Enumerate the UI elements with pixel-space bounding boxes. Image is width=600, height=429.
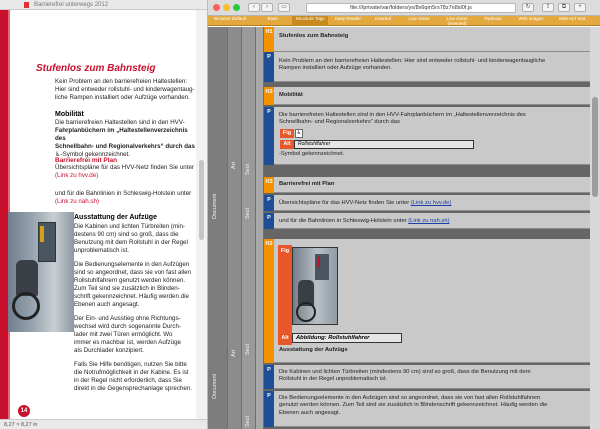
bookmarks-bar — [208, 16, 600, 26]
sect-label: Sect — [245, 343, 251, 355]
bullet-line: als Durchlader konzipiert. — [74, 347, 144, 354]
pdf-viewer — [0, 0, 208, 429]
section-column — [256, 27, 264, 429]
tag-fig: Fig — [280, 129, 294, 138]
pdf-window-title: Barrierefrei unterwegs 2012 — [34, 2, 109, 8]
h3-block-elevator — [274, 239, 600, 363]
pdf-statusbar — [0, 419, 208, 429]
pdf-bullet — [74, 261, 196, 309]
tag-p: P — [264, 213, 274, 229]
paragraph-line: Ebenen auch angesagt. — [279, 409, 341, 416]
bullet-line: wechsel wird durch sogenannte Durch- — [74, 323, 181, 330]
paragraph-line: Die Kabinen und lichten Türbreiten (mindestens 90 cm) sind so groß, dass die Benutzung mit dem — [279, 369, 531, 375]
tag-p: P — [264, 365, 274, 389]
bullet-line: destens 90 cm) sind so groß, dass die — [74, 231, 179, 238]
document-column — [208, 27, 228, 429]
pdf-bullets — [74, 223, 196, 393]
alt-text-small: Rollstuhlfahrer — [294, 140, 474, 149]
paragraph-line: Die barrierefreien Haltestellen sind in den HVV-Fahrplanbüchern im „Haltestellenverzeichnis des — [279, 112, 526, 118]
tag-p: P — [264, 52, 274, 82]
tag-p: P — [264, 107, 274, 165]
bullet-line: sind so angeordnet, dass sie von fast allen — [74, 269, 191, 276]
close-window-icon[interactable] — [213, 4, 220, 11]
h1-block — [274, 27, 600, 52]
paragraph-elev2 — [279, 395, 547, 417]
heading-elevator: Ausstattung der Aufzüge — [279, 347, 348, 353]
elevator-panel — [317, 257, 320, 267]
pdf-elevator-heading: Ausstattung der Aufzüge — [74, 214, 157, 221]
pdf-plan-heading: Barrierefrei mit Plan — [55, 157, 118, 164]
sect-label: Sect — [245, 415, 251, 427]
paragraph-mobility — [279, 112, 526, 127]
minimize-window-icon[interactable] — [223, 4, 230, 11]
pdf-intro-line: liche Rampen installiert oder Aufzüge vorhanden. — [55, 94, 190, 101]
alt-text-figure: Abbildung: Rollstuhlfahrer — [292, 333, 402, 343]
sect-column — [242, 27, 256, 429]
wheelchair-icon — [296, 302, 316, 322]
elevator-panel — [40, 226, 44, 242]
browser-scroll-thumb[interactable] — [592, 97, 598, 197]
bookmark-basic[interactable]: Basic — [267, 16, 279, 21]
tag-p: P — [264, 391, 274, 427]
pdf-page-title: Stufenlos zum Bahnsteig — [36, 63, 156, 74]
sect-label: Sect — [245, 207, 251, 219]
sect-label: Sect — [245, 163, 251, 175]
bookmark-web-images[interactable]: Web images — [518, 16, 544, 21]
tag-h1: H1 — [264, 27, 274, 52]
bullet-line: Rollstuhlfahrern genutzt werden können. — [74, 277, 186, 284]
tag-alt: Alt — [278, 333, 292, 343]
paragraph-sh — [279, 218, 449, 225]
paragraph-block-mobility — [274, 107, 600, 165]
pdf-intro-line: Kein Problem an den barrierefreien Haltestellen: — [55, 78, 188, 85]
pdf-page-number: 14 — [18, 405, 30, 417]
browser-window — [208, 0, 600, 429]
zoom-window-icon[interactable] — [233, 4, 240, 11]
bookmark-structure-tags[interactable]: Structure Tags — [292, 16, 328, 26]
paragraph-line: Rollstuhl in der Regel unproblematisch ist. — [279, 376, 388, 383]
paragraph-block — [274, 52, 600, 82]
pdf-link-hvv[interactable]: (Link zu hvv.de) — [55, 172, 99, 179]
pdf-bullet — [74, 223, 196, 255]
new-tab-icon[interactable]: + — [574, 3, 586, 12]
bullet-line: Zum Teil sind sie zusätzlich in Blinden- — [74, 285, 180, 292]
wheelchair-symbol-icon: ♿ — [296, 130, 302, 136]
wheelchair-icon — [12, 292, 40, 320]
paragraph-block-plan — [274, 195, 600, 211]
pdf-mobility-heading: Mobilität — [55, 111, 84, 118]
paragraph-line: Kein Problem an den barrierefreien Haltestellen: Hier sind entweder rollstuhl- und kinderwagentaugliche — [279, 58, 546, 64]
bullet-line: Die Bedienungselemente in den Aufzügen — [74, 261, 190, 268]
bookmark-web-alt-text[interactable]: Web ALT text — [558, 16, 586, 21]
art-label: Art — [231, 349, 237, 357]
pdf-scroll-thumb[interactable] — [199, 160, 204, 240]
link-hvv[interactable]: (Link zu hvv.de) — [410, 200, 452, 206]
figure-elevator-photo — [292, 247, 338, 325]
h3-block-plan — [274, 177, 600, 193]
tag-p: P — [264, 195, 274, 211]
pdf-mobility-text — [55, 119, 195, 159]
pdf-page-size: 8,27 × 8,27 in — [4, 422, 38, 428]
bookmark-browser-default[interactable]: Browser Default — [213, 16, 246, 21]
bookmark-low-vision-inverted[interactable]: Low vision (inverted) — [446, 16, 468, 26]
bookmark-easy-reader[interactable]: Easy Reader — [334, 16, 361, 21]
symbol-text: -Symbol gekennzeichnet. — [279, 151, 345, 157]
bullet-line: direkt in die Gegensprechanlage sprechen. — [74, 385, 192, 392]
paragraph-line: genutzt werden können. Zum Teil sind sie zusätzlich in Blindenschrift gekennzeichnet. Häufig werden die — [279, 402, 548, 409]
bookmark-inverted[interactable]: Inverted — [374, 16, 392, 21]
tag-h3: H3 — [264, 87, 274, 105]
link-nah[interactable]: (Link zu nah.sh) — [408, 218, 450, 224]
bullet-line: Der Ein- und Ausstieg ohne Richtungs- — [74, 315, 181, 322]
pdf-sh-line: und für die Bahnlinien in Schleswig-Holstein unter — [55, 190, 192, 197]
address-bar[interactable]: file:///private/var/folders/ys/8x6qm5rs78z7n8sl0f.js — [306, 3, 516, 13]
browser-scrollbar[interactable] — [590, 27, 600, 429]
back-icon[interactable]: ‹ — [248, 3, 260, 12]
pdf-intro — [55, 78, 195, 102]
document-label: Document — [212, 193, 218, 219]
bullet-line: die Notrufmöglichkeit in der Kabine. Es ist — [74, 369, 189, 376]
paragraph-block-elev2 — [274, 391, 600, 427]
paragraph-block-elev1 — [274, 365, 600, 389]
bullet-line: immer es machbar ist, werden Aufzüge — [74, 339, 181, 346]
tabs-icon[interactable]: ⧉ — [558, 3, 570, 12]
sidebar-icon[interactable]: ▭ — [278, 3, 290, 12]
pdf-link-nah[interactable]: (Link zu nah.sh) — [55, 198, 100, 205]
paragraph-plan — [279, 200, 451, 207]
pdf-mobility-line: Die barrierefreien Haltestellen sind in den HVV- — [55, 119, 185, 126]
pdf-scrollbar[interactable] — [196, 10, 208, 419]
pdf-document-icon — [24, 2, 29, 8]
pdf-plan-line: Übersichtspläne für das HVV-Netz finden Sie unter — [55, 164, 194, 171]
pdf-window-titlebar — [0, 0, 208, 10]
paragraph-line: Schnellbahn- und Regionalverkehrs“ durch das — [279, 119, 400, 126]
bullet-line: Die Kabinen und lichten Türbreiten (min- — [74, 223, 185, 230]
heading-plan: Barrierefrei mit Plan — [279, 181, 335, 187]
tag-alt: Alt — [280, 140, 294, 149]
page-heading: Stufenlos zum Bahnsteig — [279, 33, 349, 39]
pdf-mobility-line: Schnellbahn- und Regionalverkehrs“ durch das — [55, 143, 195, 150]
share-icon[interactable]: ⇪ — [542, 3, 554, 12]
tag-fig: Fig — [278, 247, 292, 256]
sh-text: und für die Bahnlinien in Schleswig-Holstein unter — [279, 218, 407, 224]
bullet-line: Benutzung mit dem Rollstuhl in der Regel — [74, 239, 188, 246]
art-column — [228, 27, 242, 429]
browser-toolbar — [208, 0, 600, 16]
forward-icon[interactable]: › — [261, 3, 273, 12]
structure-tags-view — [208, 27, 600, 429]
art-label: Art — [231, 161, 237, 169]
bullet-line: Ebenen auch angesagt. — [74, 301, 140, 308]
wheelchair-user — [16, 260, 38, 296]
paragraph-block-sh — [274, 213, 600, 229]
bullet-line: Falls Sie Hilfe benötigen, nutzen Sie bitte — [74, 361, 187, 368]
paragraph-elev1 — [279, 369, 531, 384]
heading-mobility: Mobilität — [279, 92, 303, 98]
h3-block-mobility — [274, 87, 600, 105]
paragraph-line: Rampen installiert oder Aufzüge vorhanden. — [279, 65, 392, 72]
pdf-bullet — [74, 315, 196, 355]
pdf-plan-text — [55, 164, 195, 180]
bullet-line: in der Regel nicht erforderlich, dass Sie — [74, 377, 182, 384]
pdf-sh-text — [55, 190, 195, 206]
bookmark-dyslexia[interactable]: Dyslexia — [484, 16, 502, 21]
paragraph-intro — [279, 58, 545, 73]
pdf-intro-line: Hier sind entweder rollstuhl- und kinderwagentaug- — [55, 86, 195, 93]
paragraph-line: Die Bedienungselemente in den Aufzügen sind so angeordnet, dass sie von fast allen Rollstuhlfahrern — [279, 395, 541, 401]
plan-text: Übersichtspläne für das HVV-Netz finden Sie unter — [279, 200, 410, 206]
bookmark-low-vision[interactable]: Low vision — [408, 16, 430, 21]
reload-icon[interactable]: ↻ — [522, 3, 534, 12]
pdf-mobility-line: ♿-Symbol gekennzeichnet. — [55, 151, 131, 158]
tag-h3: H3 — [264, 239, 274, 363]
tag-h3: H3 — [264, 177, 274, 193]
document-label: Document — [212, 373, 218, 399]
bullet-line: unproblematisch ist. — [74, 247, 130, 254]
pdf-mobility-line: Fahrplanbüchern im „Haltestellenverzeichnis des — [55, 127, 188, 142]
pdf-bullet — [74, 361, 196, 393]
bullet-line: schrift gekennzeichnet. Häufig werden die — [74, 293, 189, 300]
bullet-line: lader mit zwei Türen ermöglicht. Wo — [74, 331, 173, 338]
figure-tag-bar — [278, 245, 292, 345]
pdf-elevator-photo — [8, 212, 74, 332]
